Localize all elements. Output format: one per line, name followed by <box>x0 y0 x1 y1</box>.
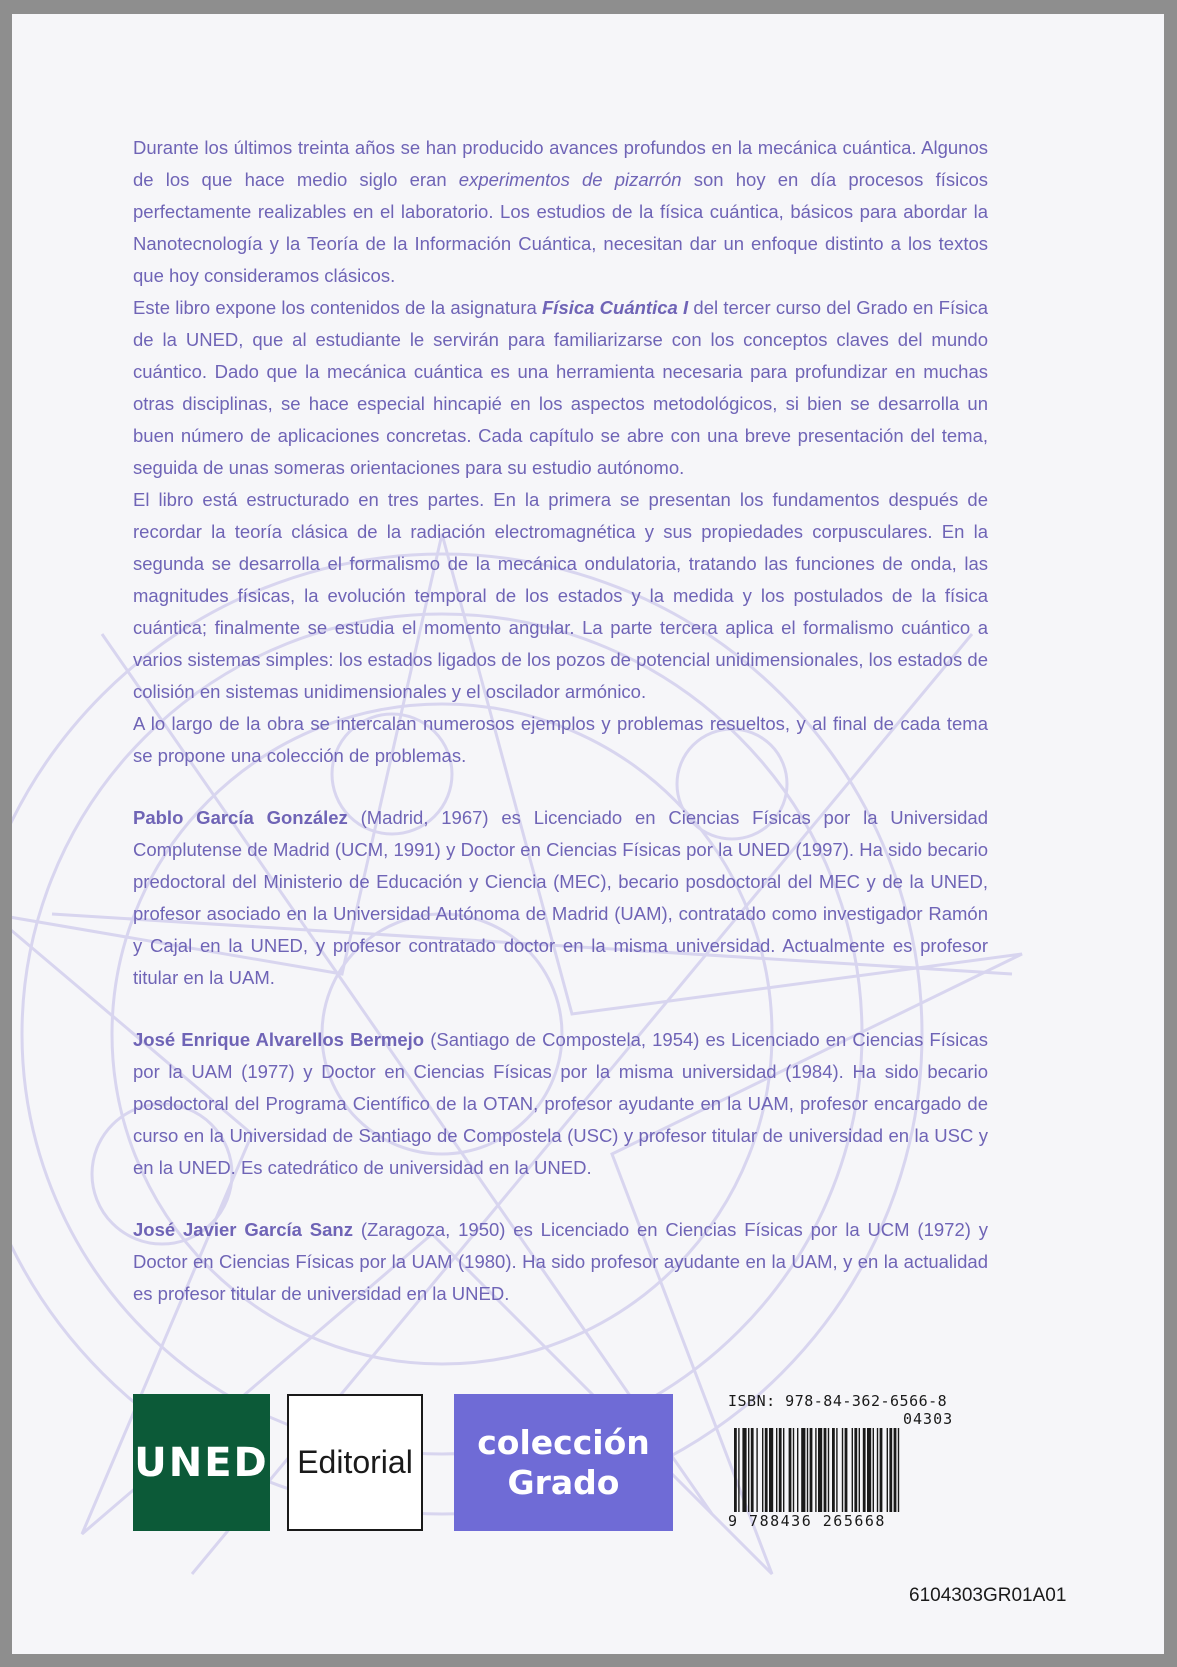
product-code: 6104303GR01A01 <box>909 1585 1067 1606</box>
intro-paragraph: Durante los últimos treinta años se han producido avances profundos en la mecánica cuántica. Algunos de los que hace medio siglo eran experimentos de pizarrón son hoy en día procesos físicos perfectamente realizables en el laboratorio. Los estudios de la física cuántica, básicos para abordar la Nanotecnología y la Teoría de la Información Cuántica, necesitan dar un enfoque distinto a los textos que hoy consideramos clásicos. <box>133 137 988 286</box>
isbn-barcode <box>728 1392 979 1534</box>
editorial-logo: Editorial <box>287 1394 423 1531</box>
content-paragraph: Este libro expone los contenidos de la asignatura Física Cuántica I del tercer curso del Grado en Física de la UNED, que al estudiante le servirán para familiarizarse con los conceptos claves del mundo cuántico. Dado que la mecánica cuántica es una herramienta necesaria para profundizar en muchas otras disciplinas, se hace especial hincapié en los aspectos metodológicos, si bien se desarrolla un buen número de aplicaciones concretas. Cada capítulo se abre con una breve presentación del tema, seguida de unas someras orientaciones para su estudio autónomo. <box>133 297 988 478</box>
uned-logo: UNED <box>133 1394 270 1531</box>
book-back-cover <box>12 14 1164 1654</box>
author-bio: José Javier García Sanz (Zaragoza, 1950) es Licenciado en Ciencias Físicas por la UCM (1972) y Doctor en Ciencias Físicas por la UAM (1980). Ha sido profesor ayudante en la UAM, y en la actualidad es profesor titular de universidad en la UNED. <box>133 1219 988 1304</box>
coleccion-grado-logo: colección Grado <box>454 1394 673 1531</box>
barcode-bars <box>728 1428 979 1512</box>
price-code: 04303 <box>903 1410 954 1428</box>
author-bio: Pablo García González (Madrid, 1967) es Licenciado en Ciencias Físicas por la Universidad Complutense de Madrid (UCM, 1991) y Doctor en Ciencias Físicas por la UNED (1997). Ha sido becario predoctoral del Ministerio de Educación y Ciencia (MEC), becario posdoctoral del MEC y de la UNED, profesor asociado en la Universidad Autónoma de Madrid (UAM), contratado como investigador Ramón y Cajal en la UNED, y profesor contratado doctor en la misma universidad. Actualmente es profesor titular en la UAM. <box>133 807 988 988</box>
exercises-paragraph: A lo largo de la obra se intercalan numerosos ejemplos y problemas resueltos, y al final de cada tema se propone una colección de problemas. <box>133 713 988 766</box>
ean-number: 9 788436 265668 <box>728 1512 886 1530</box>
author-bio: José Enrique Alvarellos Bermejo (Santiago de Compostela, 1954) es Licenciado en Ciencias Físicas por la UAM (1977) y Doctor en Ciencias Físicas por la misma universidad (1984). Ha sido becario posdoctoral del Programa Científico de la OTAN, profesor ayudante en la UAM, profesor encargado de curso en la Universidad de Santiago de Compostela (USC) y profesor titular de universidad en la USC y en la UNED. Es catedrático de universidad en la UNED. <box>133 1029 989 1178</box>
structure-paragraph: El libro está estructurado en tres partes. En la primera se presentan los fundamentos después de recordar la teoría clásica de la radiación electromagnética y sus propiedades corpusculares. En la segunda se desarrolla el formalismo de la mecánica ondulatoria, tratando las funciones de onda, las magnitudes físicas, la evolución temporal de los estados y la medida y los postulados de la física cuántica; finalmente se estudia el momento angular. La parte tercera aplica el formalismo cuántico a varios sistemas simples: los estados ligados de los pozos de potencial unidimensionales, los estados de colisión en sistemas unidimensionales y el oscilador armónico. <box>133 489 988 702</box>
isbn-number: ISBN: 978-84-362-6566-8 <box>728 1392 948 1410</box>
back-cover-text <box>133 132 988 1310</box>
